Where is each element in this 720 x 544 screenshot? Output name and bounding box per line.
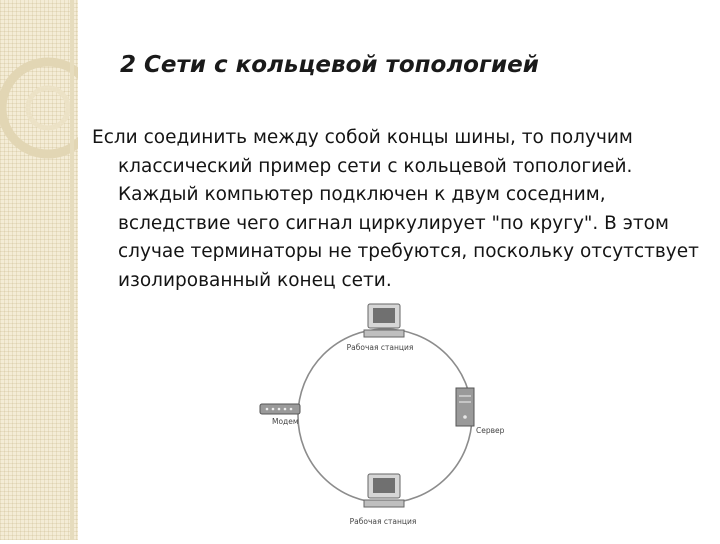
node-label: Рабочая станция [346,343,414,352]
ornament-icon [0,0,78,540]
modem-left [260,404,300,426]
slide-title: 2 Сети с кольцевой топологией [120,52,539,78]
modem-icon [260,404,300,414]
workstation-icon [364,304,404,337]
workstation-icon [364,474,404,507]
server-right [456,388,505,435]
server-icon [456,388,474,426]
node-label: Сервер [476,426,505,435]
node-label: Модем [272,417,299,426]
decorative-side-band [0,0,78,540]
workstation-bottom [348,474,418,528]
node-label: Рабочая станция [349,517,417,526]
slide-body-text: Если соединить между собой концы шины, то получим классический пример сети с кольцевой топологией. Каждый компьютер подключен к двум соседним, вследствие чего сигнал циркулирует "по кругу". В этом случае терминаторы не требуются, поскольку отсутствует изолированный конец сети. [92,127,699,291]
ring-topology-diagram [240,296,540,540]
